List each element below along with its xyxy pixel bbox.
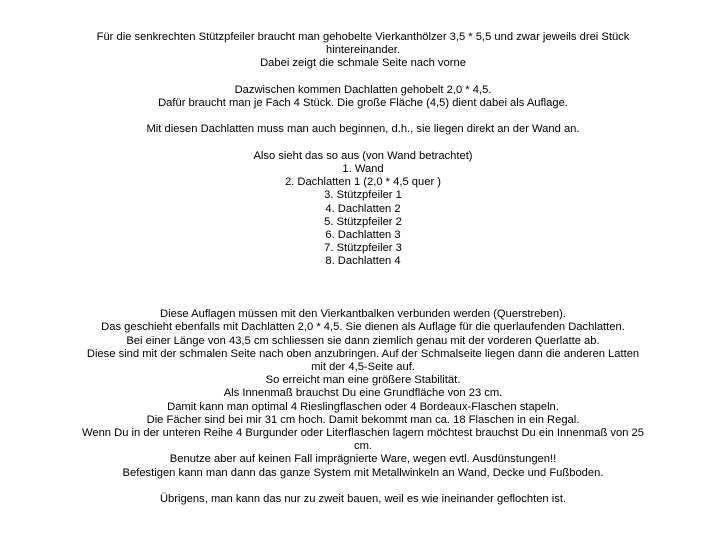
paragraph-spacer	[78, 110, 648, 123]
list-item: 7. Stützpfeiler 3	[324, 242, 402, 255]
text-line: Bei einer Länge von 43,5 cm schliessen sie dann ziemlich genau mit der vorderen Querlatte ab.	[126, 334, 600, 347]
list-item: 1. Wand	[342, 162, 384, 175]
list-item: 4. Dachlatten 2	[325, 202, 401, 215]
paragraph-spacer	[78, 269, 648, 309]
text-line: Für die senkrechten Stützpfeiler braucht man gehobelte Vierkanthölzer 3,5 * 5,5 und zwar jeweils drei Stück hintereinander.	[96, 31, 630, 57]
text-line: Die Fächer sind bei mir 31 cm hoch. Damit bekommt man ca. 18 Flaschen in ein Regal.	[146, 413, 580, 426]
text-line: Dafür braucht man je Fach 4 Stück. Die große Fläche (4,5) dient dabei als Auflage.	[158, 97, 568, 109]
text-line: Diese sind mit der schmalen Seite nach oben anzubringen. Auf der Schmalseite liegen dann die anderen Latten mit der 4,5-Seite auf.	[86, 347, 640, 374]
text-line: Befestigen kann man dann das ganze System mit Metallwinkeln an Wand, Decke und Fußboden.	[122, 466, 604, 479]
text-line: Wenn Du in der unteren Reihe 4 Burgunder oder Literflaschen lagern möchtest brauchst Du ein Innenmaß von 25 cm.	[82, 427, 644, 453]
paragraph-spacer	[78, 137, 648, 150]
text-line: Diese Auflagen müssen mit den Vierkantbalken verbunden werden (Querstreben).	[160, 308, 566, 321]
paragraph-stuetzpfeiler	[78, 31, 648, 71]
list-item: 8. Dachlatten 4	[325, 255, 401, 268]
paragraph-dachlatten	[78, 84, 648, 110]
document-body	[78, 31, 648, 506]
text-line: Also sieht das so aus (von Wand betrachtet)	[253, 149, 473, 162]
text-line: Damit kann man optimal 4 Rieslingflaschen oder 4 Bordeaux-Flaschen stapeln.	[167, 400, 559, 413]
list-item: 3. Stützpfeiler 1	[324, 189, 402, 202]
text-line: Benutze aber auf keinen Fall imprägnierte Ware, wegen evtl. Ausdünstungen!!	[169, 453, 557, 466]
list-item: 2. Dachlatten 1 (2,0 * 4,5 quer )	[284, 176, 442, 189]
text-line: So erreicht man eine größere Stabilität.	[265, 374, 461, 387]
text-line: Als Innenmaß brauchst Du eine Grundfläche von 23 cm.	[223, 387, 503, 400]
paragraph-spacer	[78, 480, 648, 493]
list-item: 6. Dachlatten 3	[325, 229, 401, 241]
text-line: Dabei zeigt die schmale Seite nach vorne	[260, 57, 466, 70]
text-line: Das geschieht ebenfalls mit Dachlatten 2,0 * 4,5. Sie dienen als Auflage für die querlaufenden Dachlatten.	[101, 321, 625, 334]
paragraph-uebrigens	[78, 493, 648, 506]
list-item: 5. Stützpfeiler 2	[324, 215, 402, 228]
paragraph-auflagen	[78, 308, 648, 480]
text-line: Mit diesen Dachlatten muss man auch beginnen, d.h., sie liegen direkt an der Wand an.	[146, 123, 580, 136]
paragraph-aufbau-liste	[78, 150, 648, 269]
text-line: Übrigens, man kann das nur zu zweit bauen, weil es wie ineinander geflochten ist.	[159, 493, 567, 506]
paragraph-beginnen	[78, 123, 648, 136]
text-line: Dazwischen kommen Dachlatten gehobelt 2,0 * 4,5.	[234, 83, 492, 96]
paragraph-spacer	[78, 71, 648, 84]
